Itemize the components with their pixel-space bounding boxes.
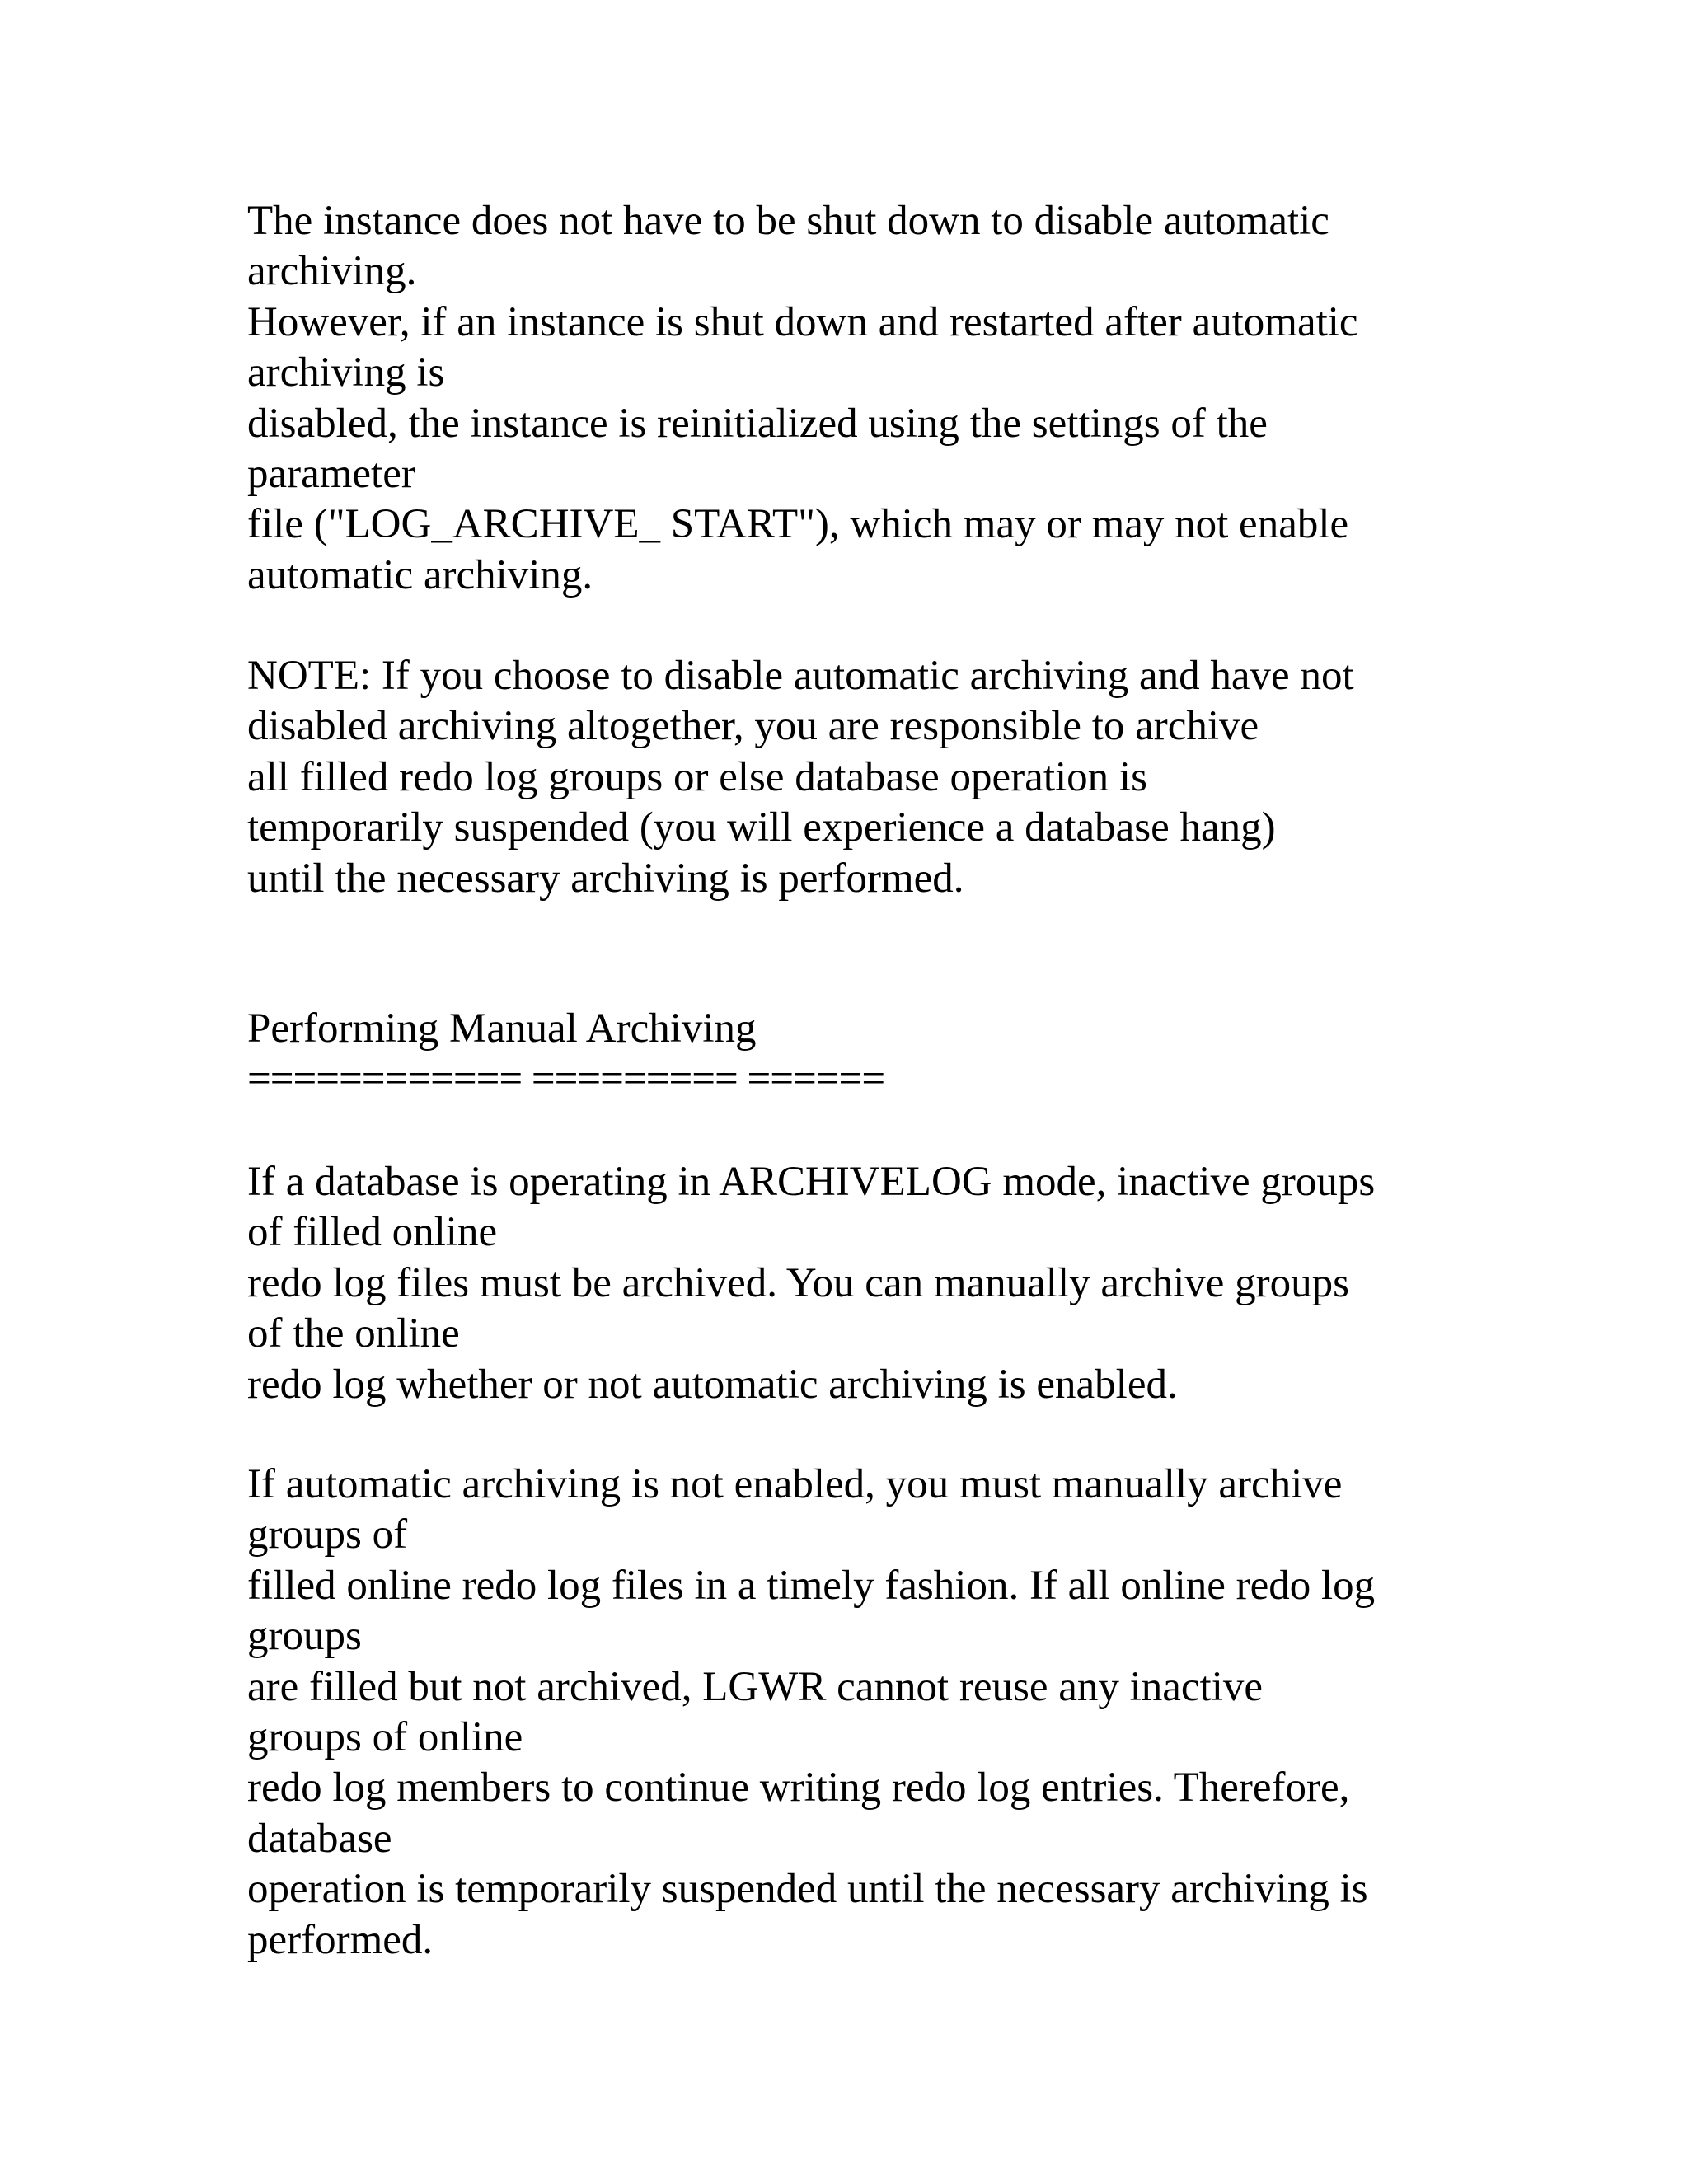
note-paragraph [247,651,1533,904]
text-line: performed. [247,1916,434,1963]
heading-underline: ============ ========= ====== [247,1056,885,1103]
text-line: of filled online [247,1209,498,1256]
text-line: operation is temporarily suspended until the necessary archiving is [247,1866,1368,1913]
text-line: parameter [247,450,415,497]
text-line: groups [247,1613,362,1660]
paragraph-archivelog-mode [247,1157,1533,1410]
text-line: If automatic archiving is not enabled, you must manually archive [247,1461,1343,1507]
text-line: file ("LOG_ARCHIVE_ START"), which may or may not enable [247,501,1349,548]
text-line: redo log members to continue writing redo log entries. Therefore, [247,1765,1350,1811]
text-line: NOTE: If you choose to disable automatic archiving and have not [247,653,1354,699]
text-line: groups of [247,1511,408,1558]
text-line: of the online [247,1310,460,1357]
text-line: are filled but not archived, LGWR cannot reuse any inactive [247,1663,1264,1710]
text-line: database [247,1815,392,1862]
text-line: disabled archiving altogether, you are responsible to archive [247,703,1259,750]
text-line: archiving. [247,248,417,295]
text-line: automatic archiving. [247,551,593,598]
text-line: The instance does not have to be shut down to disable automatic [247,198,1329,244]
text-line: redo log whether or not automatic archiving is enabled. [247,1361,1178,1408]
text-line: temporarily suspended (you will experience a database hang) [247,804,1276,851]
text-line: until the necessary archiving is performed. [247,855,964,902]
paragraph-shutdown-disable [247,196,1533,601]
text-line: redo log files must be archived. You can manually archive groups [247,1259,1350,1306]
paragraph-manual-archive [247,1460,1533,1966]
text-line: groups of online [247,1713,523,1760]
text-line: disabled, the instance is reinitialized using the settings of the [247,400,1268,447]
text-line: archiving is [247,349,445,396]
text-line: filled online redo log files in a timely fashion. If all online redo log [247,1562,1376,1609]
text-line: all filled redo log groups or else database operation is [247,753,1147,800]
text-line: If a database is operating in ARCHIVELOG mode, inactive groups [247,1159,1376,1205]
text-line: However, if an instance is shut down and restarted after automatic [247,298,1358,345]
section-heading [247,1004,1533,1105]
heading-title: Performing Manual Archiving [247,1005,757,1052]
